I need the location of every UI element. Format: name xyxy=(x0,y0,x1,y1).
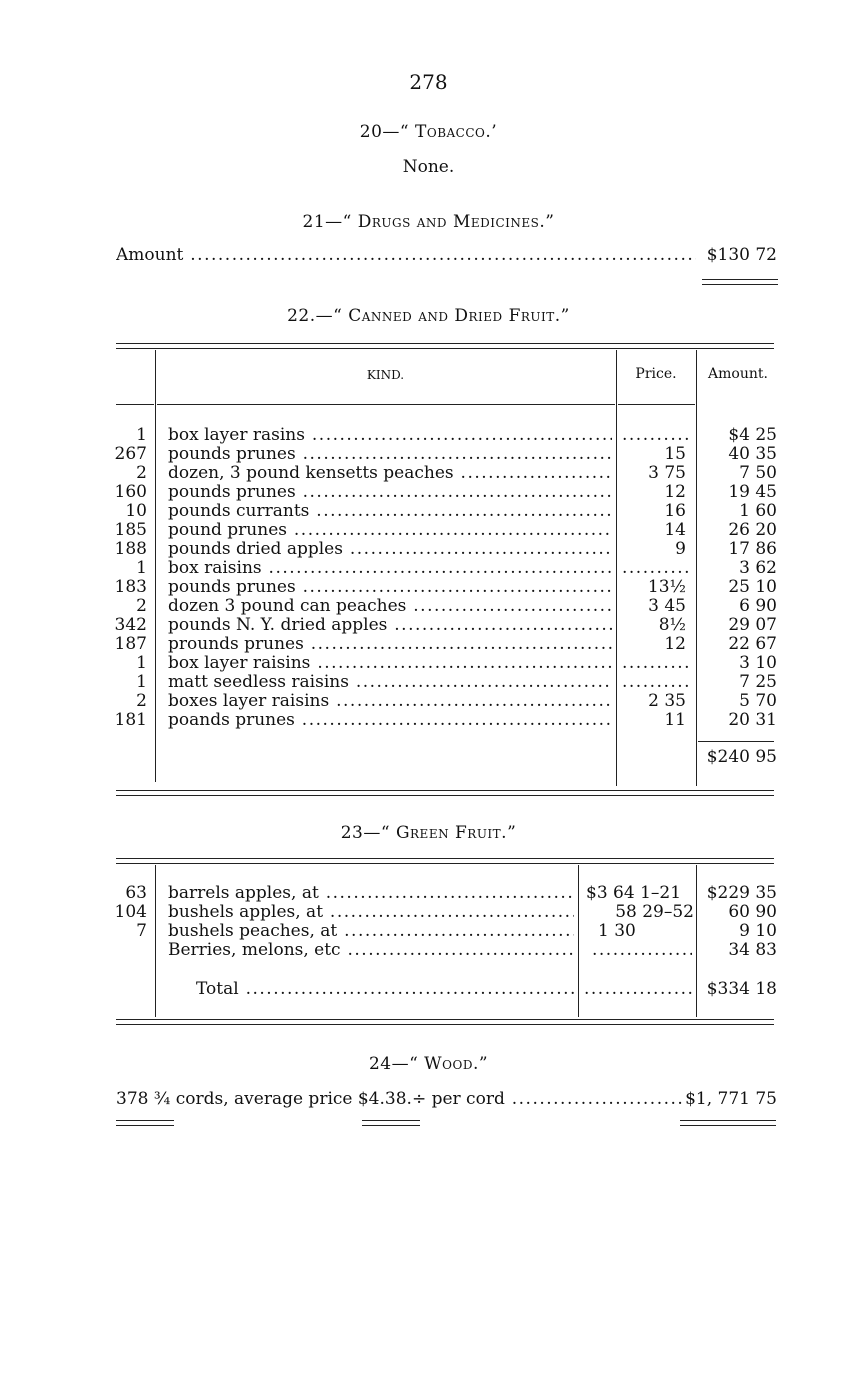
section-23-title: 23—“ Green Fruit.” xyxy=(340,823,517,843)
row-amount: 5 70 xyxy=(739,691,777,711)
row-kind-cell xyxy=(168,502,612,521)
row-amount: 19 45 xyxy=(728,482,777,502)
green-total-price-dots xyxy=(584,980,692,999)
row-kind-cell xyxy=(168,426,612,445)
double-rule-top xyxy=(702,279,778,280)
row-price-dots xyxy=(622,426,692,445)
row-qty: 185 xyxy=(114,520,147,540)
table-bottom-rule-1 xyxy=(116,790,774,791)
row-qty: 183 xyxy=(114,577,147,597)
row-amount: 7 25 xyxy=(739,672,777,692)
row-price: 3 75 xyxy=(648,463,686,483)
row-kind-cell xyxy=(168,616,612,635)
green-row-qty: 104 xyxy=(114,902,147,922)
header-rule-qty xyxy=(116,404,154,405)
row-amount: 17 86 xyxy=(728,539,777,559)
row-price: 15 xyxy=(664,444,686,464)
amount-label: Amount ..... xyxy=(116,246,696,265)
section-21-title: 21—“ Drugs and Medicines.” xyxy=(302,212,555,232)
col-divider-kind xyxy=(616,350,617,786)
row-kind-cell xyxy=(168,654,612,673)
row-kind: poands prunes ..... xyxy=(168,711,612,730)
header-amount: Amount. xyxy=(708,366,768,382)
green-row-price-dots xyxy=(592,941,692,960)
row-price-dots xyxy=(622,654,692,673)
green-row-amount: 34 83 xyxy=(728,940,777,960)
green-col-divider-qty xyxy=(155,865,156,1017)
green-row-kind: bushels peaches, at ..... xyxy=(168,922,574,941)
row-kind: box raisins ..... xyxy=(168,559,612,578)
table-top-rule-1 xyxy=(116,343,774,344)
green-row-price: $3 64 1–21 xyxy=(586,883,682,903)
wood-rule-left-1 xyxy=(116,1120,174,1121)
amount-label-row xyxy=(116,246,696,265)
row-kind-cell xyxy=(168,578,612,597)
green-top-rule-1 xyxy=(116,858,774,859)
row-kind-cell xyxy=(168,445,612,464)
green-total-row xyxy=(196,980,576,999)
row-kind: dozen 3 pound can peaches ..... xyxy=(168,597,612,616)
section-20-text: None. xyxy=(402,157,455,177)
row-price: 8½ xyxy=(658,615,686,635)
green-row-amount: 60 90 xyxy=(728,902,777,922)
green-row-qty: 7 xyxy=(136,921,147,941)
row-price: 3 45 xyxy=(648,596,686,616)
green-row-amount: $229 35 xyxy=(706,883,777,903)
row-kind-cell xyxy=(168,711,612,730)
row-price: 2 35 xyxy=(648,691,686,711)
wood-rule-left-2 xyxy=(116,1125,174,1126)
row-price: 13½ xyxy=(647,577,686,597)
row-qty: 181 xyxy=(114,710,147,730)
green-top-rule-2 xyxy=(116,863,774,864)
col-divider-qty xyxy=(155,350,156,782)
row-kind: pounds dried apples ..... xyxy=(168,540,612,559)
green-row-kind: barrels apples, at ..... xyxy=(168,884,574,903)
row-kind: pounds prunes ..... xyxy=(168,578,612,597)
green-row-kind-cell xyxy=(168,922,574,941)
row-kind: box layer raisins ..... xyxy=(168,654,612,673)
row-qty: 1 xyxy=(136,558,147,578)
green-row-kind-cell xyxy=(168,903,574,922)
table-top-rule-2 xyxy=(116,348,774,349)
row-price: 16 xyxy=(664,501,686,521)
wood-rule-mid-2 xyxy=(362,1125,420,1126)
row-kind: pound prunes ..... xyxy=(168,521,612,540)
row-kind-cell xyxy=(168,597,612,616)
row-qty: 188 xyxy=(114,539,147,559)
header-rule-kind xyxy=(157,404,615,405)
row-price-dots xyxy=(622,559,692,578)
row-amount: 29 07 xyxy=(728,615,777,635)
green-row-price: 58 29–52 xyxy=(615,902,694,922)
row-amount: 25 10 xyxy=(728,577,777,597)
row-kind: pounds prunes ..... xyxy=(168,483,612,502)
row-qty: 1 xyxy=(136,672,147,692)
wood-rule-right-2 xyxy=(680,1125,776,1126)
row-qty: 1 xyxy=(136,653,147,673)
green-row-amount: 9 10 xyxy=(739,921,777,941)
drugs-amount: $130 72 xyxy=(706,245,777,265)
green-row-price: 1 30 xyxy=(598,921,636,941)
row-amount: 3 62 xyxy=(739,558,777,578)
row-qty: 267 xyxy=(114,444,147,464)
green-col-divider-price xyxy=(696,865,697,1017)
row-kind: pounds currants ..... xyxy=(168,502,612,521)
row-qty: 2 xyxy=(136,463,147,483)
row-kind: pounds N. Y. dried apples ..... xyxy=(168,616,612,635)
green-row-qty: 63 xyxy=(125,883,147,903)
row-kind-cell xyxy=(168,521,612,540)
row-kind-cell xyxy=(168,635,612,654)
header-price: Price. xyxy=(635,366,677,382)
row-kind-cell xyxy=(168,559,612,578)
green-bottom-rule-2 xyxy=(116,1024,774,1025)
green-row-kind: Berries, melons, etc ..... xyxy=(168,941,574,960)
row-amount: 6 90 xyxy=(739,596,777,616)
row-kind-cell xyxy=(168,540,612,559)
canned-fruit-total: $240 95 xyxy=(706,747,777,767)
row-kind: dozen, 3 pound kensetts peaches ..... xyxy=(168,464,612,483)
table-bottom-rule-2 xyxy=(116,795,774,796)
row-price: 11 xyxy=(664,710,686,730)
row-amount: 20 31 xyxy=(728,710,777,730)
row-amount: 3 10 xyxy=(739,653,777,673)
wood-rule-right-1 xyxy=(680,1120,776,1121)
section-20-title: 20—“ Tobacco.’ xyxy=(359,122,498,142)
row-kind: boxes layer raisins ..... xyxy=(168,692,612,711)
col-divider-price xyxy=(696,350,697,786)
section-22-title: 22.—“ Canned and Dried Fruit.” xyxy=(287,306,570,326)
row-kind: pounds prunes ..... xyxy=(168,445,612,464)
green-total-label: Total ..... xyxy=(196,980,576,999)
row-amount: $4 25 xyxy=(728,425,777,445)
row-price: 9 xyxy=(675,539,686,559)
row-qty: 2 xyxy=(136,596,147,616)
green-row-kind-cell xyxy=(168,941,574,960)
row-price: 12 xyxy=(664,634,686,654)
double-rule-bottom xyxy=(702,284,778,285)
header-rule-price xyxy=(618,404,695,405)
row-price: 14 xyxy=(664,520,686,540)
green-col-divider-kind xyxy=(578,865,579,1017)
row-price-dots xyxy=(622,673,692,692)
row-amount: 7 50 xyxy=(739,463,777,483)
wood-line: 378 ¾ cords, average price $4.38.÷ per cord ..... xyxy=(116,1090,686,1109)
row-kind-cell xyxy=(168,483,612,502)
row-qty: 10 xyxy=(125,501,147,521)
row-qty: 342 xyxy=(114,615,147,635)
row-amount: 1 60 xyxy=(739,501,777,521)
row-qty: 1 xyxy=(136,425,147,445)
row-qty: 2 xyxy=(136,691,147,711)
row-kind: matt seedless raisins ..... xyxy=(168,673,612,692)
row-qty: 160 xyxy=(114,482,147,502)
row-kind-cell xyxy=(168,464,612,483)
row-kind-cell xyxy=(168,673,612,692)
row-amount: 22 67 xyxy=(728,634,777,654)
row-kind-cell xyxy=(168,692,612,711)
green-bottom-rule-1 xyxy=(116,1019,774,1020)
total-rule xyxy=(698,741,774,742)
green-row-kind: bushels apples, at ..... xyxy=(168,903,574,922)
wood-row xyxy=(116,1090,686,1109)
wood-amount: $1, 771 75 xyxy=(685,1089,777,1109)
green-fruit-total: $334 18 xyxy=(706,979,777,999)
row-amount: 40 35 xyxy=(728,444,777,464)
wood-rule-mid-1 xyxy=(362,1120,420,1121)
page-number: 278 xyxy=(409,70,448,94)
header-kind: KIND. xyxy=(366,368,405,382)
section-24-title: 24—“ Wood.” xyxy=(368,1054,489,1074)
row-price: 12 xyxy=(664,482,686,502)
row-qty: 187 xyxy=(114,634,147,654)
row-kind: prounds prunes ..... xyxy=(168,635,612,654)
row-amount: 26 20 xyxy=(728,520,777,540)
row-kind: box layer rasins ..... xyxy=(168,426,612,445)
green-row-kind-cell xyxy=(168,884,574,903)
